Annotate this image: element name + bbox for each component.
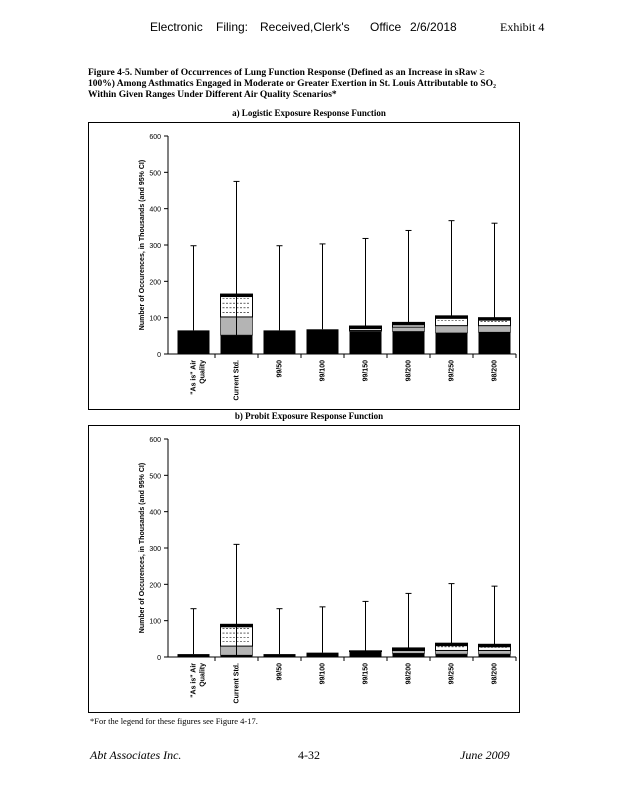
figure-caption bbox=[88, 68, 528, 101]
bar-black-segment bbox=[393, 653, 425, 657]
bar-black-segment bbox=[436, 654, 468, 657]
bar-black-segment bbox=[350, 331, 382, 354]
caption-line-1: Figure 4-5. Number of Occurrences of Lung Function Response (Defined as an Increase in sRaw ≥ bbox=[88, 68, 485, 78]
bar-gray-segment bbox=[479, 650, 511, 654]
x-category-label: 99/150 bbox=[362, 663, 370, 685]
bar-top-cap bbox=[436, 316, 468, 319]
chart-a bbox=[88, 122, 520, 410]
bar-top-cap bbox=[393, 322, 425, 325]
chart-a-svg bbox=[88, 122, 520, 410]
bar-top-cap bbox=[479, 318, 511, 321]
bar-black-segment bbox=[264, 330, 296, 354]
x-category-label: 99/250 bbox=[448, 360, 456, 382]
y-tick-label: 300 bbox=[149, 546, 161, 553]
x-category-label: 98/200 bbox=[491, 360, 499, 382]
bar-top-cap bbox=[350, 326, 382, 329]
caption-line-2: 100%) Among Asthmatics Engaged in Moderate or Greater Exertion in St. Louis Attributable to SO₂ bbox=[88, 79, 496, 89]
header-filing: Filing: bbox=[216, 20, 249, 34]
x-category-label: 99/50 bbox=[276, 360, 284, 378]
x-category-label: 99/50 bbox=[276, 663, 284, 681]
chart-b bbox=[88, 425, 520, 713]
footer-page-number: 4-32 bbox=[298, 748, 320, 762]
y-tick-label: 200 bbox=[149, 582, 161, 590]
y-axis-label: Number of Occurences, in Thousands (and 95% CI) bbox=[139, 159, 146, 331]
y-tick-label: 400 bbox=[149, 509, 161, 517]
header-electronic: Electronic bbox=[150, 20, 203, 34]
bar-black-segment bbox=[393, 331, 425, 354]
bar-top-cap bbox=[436, 643, 468, 646]
bar-gray-segment bbox=[479, 326, 511, 333]
footer-company: Abt Associates Inc. bbox=[90, 748, 182, 762]
x-category-label: Quality bbox=[199, 663, 207, 687]
x-category-label: 99/150 bbox=[362, 360, 370, 382]
bar-black-segment bbox=[264, 654, 296, 657]
bar-black-segment bbox=[307, 653, 339, 657]
chart-a-subtitle: a) Logistic Exposure Response Function bbox=[232, 108, 386, 118]
y-tick-label: 500 bbox=[149, 170, 161, 178]
bar-black-segment bbox=[178, 654, 210, 657]
y-tick-label: 100 bbox=[149, 618, 161, 626]
bar-black-segment bbox=[479, 332, 511, 354]
header-exhibit: Exhibit 4 bbox=[500, 20, 545, 34]
x-category-label: "As is" Air bbox=[190, 360, 198, 395]
bar-top-cap bbox=[479, 644, 511, 647]
y-tick-label: 500 bbox=[149, 473, 161, 481]
x-category-label: 98/200 bbox=[491, 663, 499, 685]
x-category-label: Quality bbox=[199, 360, 207, 384]
chart-b-subtitle: b) Probit Exposure Response Function bbox=[234, 411, 384, 421]
y-tick-label: 400 bbox=[149, 206, 161, 214]
y-tick-label: 600 bbox=[149, 437, 161, 444]
x-category-label: 99/100 bbox=[319, 663, 327, 685]
y-axis-label: Number of Occurences, in Thousands (and 95% CI) bbox=[139, 462, 146, 634]
header-date: 2/6/2018 bbox=[410, 20, 457, 34]
x-category-label: 98/200 bbox=[405, 360, 413, 382]
bar-gray-segment bbox=[436, 650, 468, 654]
y-tick-label: 0 bbox=[157, 352, 161, 359]
bar-gray-segment bbox=[436, 326, 468, 333]
y-tick-label: 300 bbox=[149, 243, 161, 250]
bar-black-segment bbox=[436, 333, 468, 354]
footnote: *For the legend for these figures see Figure 4-17. bbox=[90, 716, 258, 726]
bar-top-cap bbox=[350, 651, 382, 654]
y-tick-label: 100 bbox=[149, 315, 161, 323]
y-tick-label: 0 bbox=[157, 655, 161, 662]
x-category-label: 99/250 bbox=[448, 663, 456, 685]
bar-top-cap bbox=[393, 648, 425, 651]
header-office: Office bbox=[370, 20, 402, 34]
bar-black-segment bbox=[307, 329, 339, 354]
x-category-label: "As is" Air bbox=[190, 663, 198, 698]
y-tick-label: 200 bbox=[149, 279, 161, 287]
bar-black-segment bbox=[479, 654, 511, 657]
chart-b-svg bbox=[88, 425, 520, 713]
bar-black-segment bbox=[221, 335, 253, 354]
bar-gray-segment bbox=[393, 327, 425, 331]
caption-line-3: Within Given Ranges Under Different Air Quality Scenarios* bbox=[88, 90, 337, 100]
x-category-label: Current Std. bbox=[233, 663, 241, 704]
footer-date: June 2009 bbox=[460, 748, 510, 762]
x-category-label: 99/100 bbox=[319, 360, 327, 382]
bar-black-segment bbox=[178, 330, 210, 354]
x-category-label: Current Std. bbox=[233, 360, 241, 401]
header-received: Received,Clerk's bbox=[260, 20, 350, 34]
x-category-label: 98/200 bbox=[405, 663, 413, 685]
y-tick-label: 600 bbox=[149, 134, 161, 141]
